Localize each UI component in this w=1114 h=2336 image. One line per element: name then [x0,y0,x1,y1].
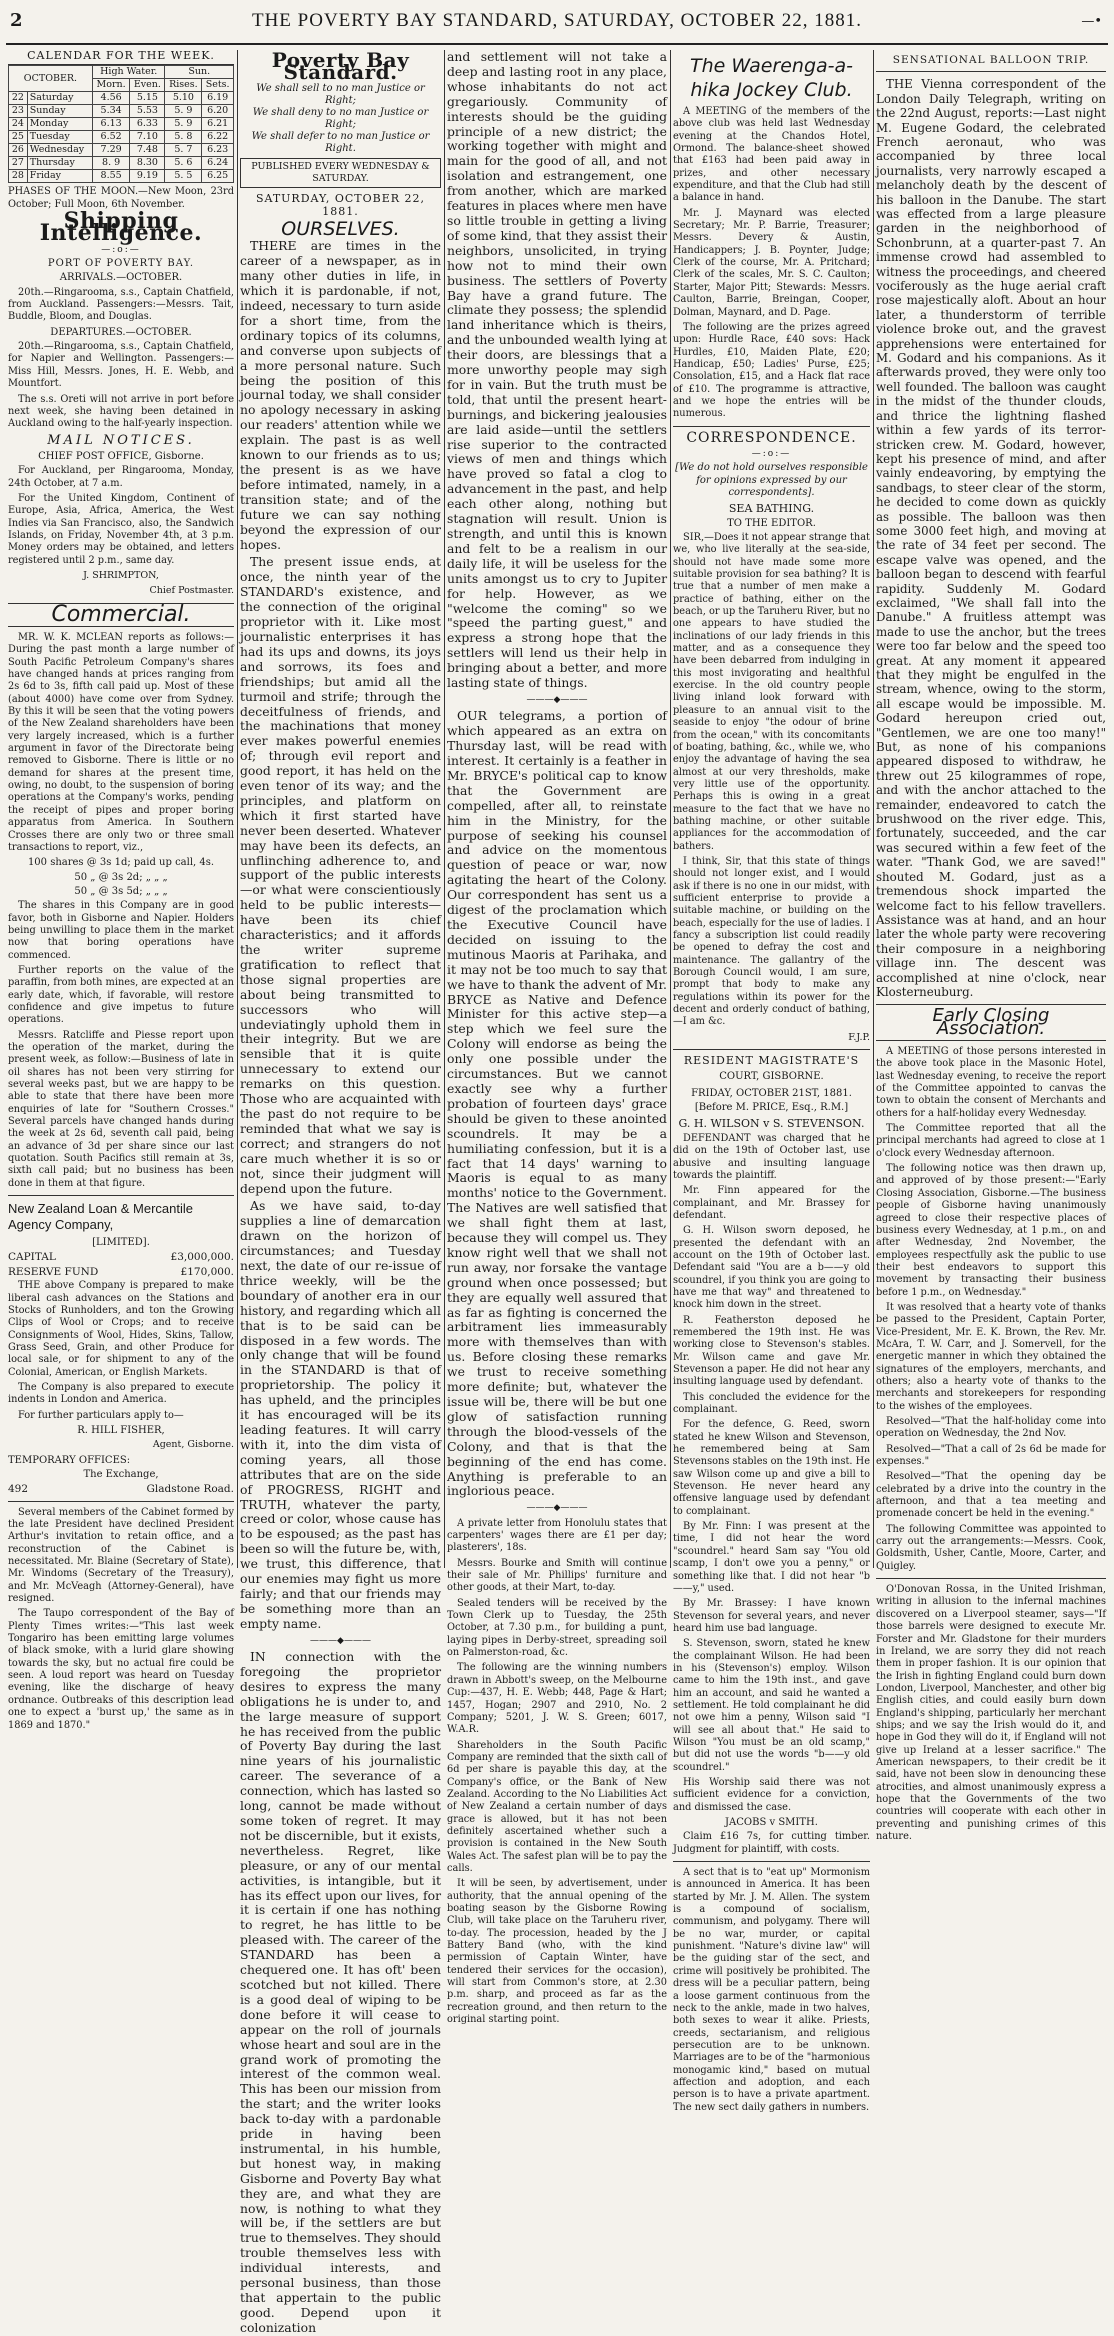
capital-label: CAPITAL [8,1251,56,1264]
cal-cell: 5.10 [165,92,202,105]
column-1 [8,49,234,1731]
shipping-note: The s.s. Oreti will not arrive in port before next week, she having been detained in Auckland owing to the half-yearly inspection. [8,393,234,430]
column-5 [876,50,1106,1842]
capital-value: £3,000,000. [170,1251,234,1264]
calendar-header-sun: Sun. [165,66,234,79]
letter-title: SEA BATHING. [728,502,815,516]
cabinet-text: Several members of the Cabinet formed by the late President have declined President Arthur's invitation to retain office, and a reconstruction of the Cabinet is necessitated. Mr. Blaine (Secretary of State), Mr. Windoms (Secretary of the Treasury), and Mr. McVeagh (Attorney-General), have resigned. [8,1506,234,1605]
cal-cell: 6.22 [202,131,234,144]
reserve-row [8,1266,234,1278]
editorial-text-2: The present issue ends, at once, the ninth year of the STANDARD's existence, and the connection of the original proprietor with it. Like most journalistic enterprises it has had its ups and downs, its joys and sorrows, its foes and friendships; but amid all the turmoil and strife; through the deceitfulness of friends, and the machinations that money ever makes powerful enemies of; through evil report and good report, it has held on the even tenor of its way; and the principles, and platform on which it first started have never been deserted. Whatever may have been its defects, an unflinching adherence to, and support of the public interests—or what were conscientiously held to be public interests—have been its chief characteristics; and it affords the writer supreme gratification to reflect that those signal properties are about being transmitted to successors who will undeviatingly uphold them in their integrity. But we are sensible that it is quite unnecessary to extend our remarks on this question. Those who are acquainted with the past do not require to be reminded that what we say is correct; and strangers do not care much whether it is so or not, since their judgment will depend upon the future. [240,554,441,1196]
calendar-row [9,157,234,170]
reserve-value: £170,000. [180,1265,234,1278]
commercial-text-1: MR. W. K. MCLEAN reports as follows:—During the past month a large number of South Pacific Petroleum Company's shares have changed hands at prices ranging from 2s 6d to 3s, fifth call paid up. Most of these (about 4000) have come over from Sydney. By this it will be seen that the voting powers of the New Zealand shareholders have been very largely increased, which is a further argument in favor of the Directorate being removed to Gisborne. There is little or no demand for shares at the present time, owing, no doubt, to the suspension of boring operations at the Company's works, pending the receipt of pipes and proper boring apparatus from America. In Southern Crosses there are only two or three small transactions to report, viz., [8,632,234,853]
address-row [8,1483,234,1495]
cal-cell: 27 [9,157,28,170]
court-text-1: DEFENDANT was charged that he did on the 19th of October last, use abusive and insulting language towards the plaintiff. [673,1132,870,1181]
column-divider [444,50,445,1568]
editorial-text-1: THERE are times in the career of a newspaper, as in many other duties in life, in which it is pardonable, if not, indeed, necessary to turn aside for a short time, from the ordinary topics of its columns, and converse upon subjects of a more personal nature. Such being the position of this journal today, we shall consider no apology necessary in asking our readers' attention while we explain. The past is as well known to our friends as to us; the present is as we have before intimated, namely, in a transition state; and of the future we can say nothing beyond the expression of our hopes. [240,238,441,552]
cal-cell: Friday [27,170,92,183]
editorial-text-4: IN connection with the foregoing the proprietor desires to express the many obligations he is under to, and the large measure of support he has received from the public of Poverty Bay during the last nine years of his journalistic career. The severance of a connection, which has lasted so long, cannot be made without some token of regret. It may not be discernible, but it exists, nevertheless. Regret, like pleasure, or any of our mental activities, is intangible, but it has its effect upon our lives, for it is certain if one has nothing to regret, he has little to be pleased with. The career of the STANDARD has been a chequered one. It has oft' been scotched but not killed. There is a good deal of wiping to be done before it will cease to appear on the roll of journals whose heart and soul are in the grand work of promoting the interest of the common weal. This has been our mission from the start; and the writer looks back to-day with a pardonable pride in having been instrumental, in his humble, but honest way, in making Gisborne and Poverty Bay what they are, and what they are now, is nothing to what they will be, if the settlers are but true to themselves. They should trouble themselves less with individual interests, and personal business, than those that appertain to the public good. Depend upon it colonization [240,1649,441,2335]
section-rule [876,1578,1106,1579]
divider: —:o:— [751,448,792,459]
cal-cell: 8.30 [130,157,165,170]
road-name: Gladstone Road. [146,1483,234,1496]
cal-cell: 4.56 [92,92,129,105]
office-exchange: The Exchange, [83,1468,159,1480]
court-text-8: By Mr. Brassey: I have known Stevenson for several years, and never heard him use bad language. [673,1598,870,1634]
cal-cell: 5. 6 [165,157,202,170]
cal-cell: 24 [9,118,28,131]
cal-cell: 6.13 [92,118,129,131]
telegrams-text: OUR telegrams, a portion of which appeared as an extra on Thursday last, will be read with interest. It certainly is a feather in Mr. BRYCE's political cap to know that the Government are compelled, after all, to reinstate him in the Ministry, for the purpose of seeking his counsel and advice on the momentous question of peace or war, now agitating the heart of the Colony. Our correspondent has sent us a digest of the proclamation which the Executive Council have decided on issuing to the mutinous Maoris at Parihaka, and it may not be too much to say that we have to thank the advent of Mr. BRYCE as Native and Defence Minister for this active step—a step which we feel sure the Colony will endorse as being the only one possible under the circumstances. But we cannot exactly see why a further probation of fourteen days' grace should be given to these anointed scoundrels. It may be a humiliating confession, but it is a fact that 14 days' warning to Maoris is equal to as many months' notice to the Government. The Natives are well satisfied that we shall fight them at last, because they will compel us. They know right well that we shall not run away, nor forsake the vantage ground when once possessed; but they are equally well assured that as far as fighting is concerned the arbitrament lies immeasurably more with themselves than with us. Before closing these remarks we trust to receive something more definite; but, whatever the issue will be, there will be but one glow of satisfaction running through the blood-vessels of the Colony, and that is that the beginning of the end has come. Anything is preferable to an inglorious peace. [447,708,667,1499]
commercial-text-3: Further reports on the value of the paraffin, from both mines, are expected at an early date, which, if favorable, will restore confidence and give impetus to future operations. [8,964,234,1026]
trade-line: 100 shares @ 3s 1d; paid up call, 4s. [27,857,215,869]
mail-text-1: For Auckland, per Ringarooma, Monday, 24th October, at 7 a.m. [8,465,234,489]
cal-cell: 23 [9,105,28,118]
nzloan-limited: [LIMITED]. [92,1237,150,1249]
calendar-header-sets: Sets. [202,79,234,92]
agent-title: Agent, Gisborne. [152,1439,234,1451]
ornament-divider: ———◆——— [526,694,588,705]
section-rule [673,1861,870,1862]
jockey-text-1: A MEETING of the members of the above club was held last Wednesday evening at the Chandos Hotel, Ormond. The balance-sheet showed that £163 had been paid away in prizes, and other necessary expenditure, and that the Club had still a balance in hand. [673,106,870,204]
calendar-row [9,170,234,183]
letter-signature: F.J.P. [848,1031,870,1043]
motto-line: We shall deny to no man Justice or Right; [252,106,429,130]
nzloan-heading: New Zealand Loan & Mercantile Agency Company, [8,1201,193,1233]
correspondence-heading: CORRESPONDENCE. [686,429,857,446]
ornament-divider: ———◆——— [310,1635,371,1646]
masthead [0,0,1114,42]
section-rule [876,71,1106,72]
box-number: 492 [8,1483,29,1496]
cal-cell: 5. 7 [165,144,202,157]
court-heading: RESIDENT MAGISTRATE'S [683,1054,860,1068]
ourselves-heading: OURSELVES. [281,218,400,241]
sweep-text: The following are the winning numbers drawn in Abbott's sweep, on the Melbourne Cup:—437, H. E. Webb; 448, Page & Hart; 1457, Hogan; 2907 and 2910, No. 2 Company; 5201, J. W. S. Green; 6017, W.A.R. [447,1662,667,1736]
column-divider [670,50,671,1568]
column-3 [447,49,667,2026]
case-title-1: G. H. WILSON v S. STEVENSON. [678,1117,865,1131]
jockey-text-3: The following are the prizes agreed upon: Hurdle Race, £40 sovs: Hack Hurdles, £10, Maiden Plate, £20; Handicap, £50; Ladies' Purse, £25; Consolation, £15, and a Hack flat race of £10. The programme is attractive, and we hope the entries will be numerous. [673,321,870,420]
cal-cell: Sunday [27,105,92,118]
post-office: CHIEF POST OFFICE, Gisborne. [38,450,204,462]
court-text-3: G. H. Wilson sworn deposed, he presented the defendant with an account on the 19th of October last. Defendant said "You are a b——y old scoundrel, if you think you are going to have me that way" and threatened to knock him down in the street. [673,1225,870,1311]
closing-text-7: Resolved—"That the opening day be celebrated by a drive into the country in the afternoon, and that a tea meeting and promenade concert be held in the evening." [876,1471,1106,1520]
calendar-row [9,92,234,105]
trade-line: 50 „ @ 3s 5d; „ „ „ [74,885,168,897]
corner-mark: —• [1081,14,1102,29]
cal-cell: 5.53 [130,105,165,118]
shareholders-text: Shareholders in the South Pacific Company are reminded that the sixth call of 6d per share is payable this day, at the Company's office, or the Bank of New Zealand. According to the No Liabilities Act of New Zealand a certain number of days grace is allowed, but it has not been definitely ascertained whether such a provision is contained in the New South Wales Act. The safest plan will be to pay the calls. [447,1739,667,1874]
cal-cell: 7.29 [92,144,129,157]
divider: —:o:— [101,244,141,255]
closing-text-8: The following Committee was appointed to carry out the arrangements:—Messrs. Cook, Goldsmith, Usher, Cantle, Moore, Carter, and Quigley. [876,1523,1106,1572]
reserve-label: RESERVE FUND [8,1265,99,1278]
cal-cell: 6.24 [202,157,234,170]
calendar-table [8,65,234,183]
cal-cell: 26 [9,144,28,157]
calendar-header-october: OCTOBER. [9,66,93,92]
column-divider [237,50,238,1568]
cal-cell: 6.52 [92,131,129,144]
jockey-text-2: Mr. J. Maynard was elected Secretary; Mr. P. Barrie, Treasurer; Messrs. Devery & Austin, Handicappers; J. B. Poynter, Judge; Clerk of the course, Mr. A. Pritchard; Clerk of the scales, Mr. S. C. Caulton; Starter, Major Pitt; Stewards: Messrs. Caulton, Barrie, Breingan, Cooper, Dolman, Maynard, and D. Page. [673,207,870,318]
sale-text: Messrs. Bourke and Smith will continue their sale of Mr. Phillips' furniture and other goods, at their Mart, to-day. [447,1557,667,1594]
editorial-text-3: As we have said, to-day supplies a line of demarcation drawn on the horizon of circumstances; and Tuesday next, the date of our re-issue of thrice weekly, will be the boundary of another era in our history, and regarding which all that is to be said can be disposed in a few words. The only change that will be found in the STANDARD is that of proprietorship. The policy it has upheld, and the principles it has encouraged will be its leading features. It will carry with it, into the dim vista of coming years, all those attributes that are on the side of PROGRESS, RIGHT and TRUTH, whatever the party, creed or color, whose cause has to be espoused; as the past has been so will the future be, with, we trust, this difference, that our enemies may fight us more fairly; and that our friends may be something more than an empty name. [240,1198,441,1631]
court-text-9: S. Stevenson, sworn, stated he knew the complainant Wilson. He had been in his (Stevenson's) employ. Wilson came to him the 19th inst., and gave him an account, and said he wanted a settlement. He told complainant he did not owe him a penny, Wilson said "I will see all about that." He said to Wilson "You must be an old scamp," but did not use the words "b——y old scoundrel." [673,1638,870,1773]
court-text-7: By Mr. Finn: I was present at the time, I did not hear the word "scoundrel." heard Sam say "You old scamp, I don't owe you a penny," or something like that. I did not hear "b——y," used. [673,1521,870,1594]
calendar-header-high-water: High Water. [92,66,165,79]
column-2 [240,48,441,2335]
court-text-11: Claim £16 7s, for cutting timber. Judgment for plaintiff, with costs. [673,1831,870,1855]
publication-days: PUBLISHED EVERY WEDNESDAY & SATURDAY. [240,158,441,189]
temporary-offices: TEMPORARY OFFICES: [8,1454,131,1466]
arrivals-heading: ARRIVALS.—OCTOBER. [59,272,183,284]
cal-cell: 9.19 [130,170,165,183]
court-magistrate: [Before M. PRICE, Esq., R.M.] [694,1102,849,1114]
cal-cell: 22 [9,92,28,105]
section-rule [673,426,870,427]
newspaper-title: THE POVERTY BAY STANDARD, SATURDAY, OCTOBER 22, 1881. [251,10,863,31]
moon-phases: PHASES OF THE MOON.—New Moon, 23rd October; Full Moon, 6th November. [8,186,234,210]
balloon-text: THE Vienna correspondent of the London Daily Telegraph, writing on the 22nd August, reports:—Last night M. Eugene Godard, the celebrated French aeronaut, who was accompanied by three local journalists, very narrowly escaped a melancholy death by the descent of his balloon in the Danube. The start was effected from a large pleasure garden in the neighborhood of Schonbrunn, at a quarter-past 7. An immense crowd had assembled to witness the proceedings, and cheered vociferously as the huge aerial craft rose majestically aloft. About an hour later, a thunderstorm of terrible violence broke out, and the gravest apprehensions were entertained for M. Godard and his companions. As it afterwards proved, they were only too well founded. The balloon was caught in the midst of the thunder clouds, and thrice the lightning flashed within a few yards of its terror-stricken crew. M. Godard, however, kept his presence of mind, and after vainly endeavoring, by emptying the sandbags, to steer clear of the storm, he decided to come down as quickly as possible. The balloon was then some 3000 feet high, and moving at the rate of 34 feet per second. The escape valve was opened, and the balloon began to descend with fearful rapidity. Suddenly M. Godard exclaimed, "We shall fall into the Danube." A fruitless attempt was made to use the anchor, but the trees were too far below and the speed too great. At any moment it appeared that they might be engulfed in the stream, whence, owing to the storm, all escape would be impossible. M. Godard hereupon cried out, "Gentlemen, we are one too many!" But, as none of his companions appeared disposed to withdraw, he threw out 25 kilogrammes of rope, and with the anchor attached to the remainder, endeavored to catch the brushwood on the river edge. This, fortunately, succeeded, and the car was secured within a few feet of the water. "Thank God, we are saved!" shouted M. Godard, just as a tremendous shock imparted the welcome fact to his fellow travellers. Assistance was at hand, and an hour later the whole party were recovering their composure in a neighboring village inn. The descent was accomplished at nine o'clock, near Klosterneuburg. [876,77,1106,999]
closing-text-6: Resolved—"That a call of 2s 6d be made for expenses." [876,1443,1106,1468]
boating-text: It will be seen, by advertisement, under authority, that the annual opening of the boating season by the Gisborne Rowing Club, will take place on the Taruheru river, to-day. The procession, headed by the J Battery Band (who, with the kind permission of Captain Winter, have tendered their services for the occasion), will start from Common's store, at 2.30 p.m. sharp, and proceed as far as the recreation ground, and then return to the original starting point. [447,1878,667,2026]
issue-date: SATURDAY, OCTOBER 22, 1881. [255,192,426,218]
closing-text-5: Resolved—"That the half-holiday come into operation on Wednesday, the 2nd Nov. [876,1416,1106,1440]
postmaster-name: J. SHRIMPTON, [83,569,159,581]
court-text-5: This concluded the evidence for the complainant. [673,1391,870,1416]
court-date: FRIDAY, OCTOBER 21ST, 1881. [691,1087,852,1099]
standard-title: Poverty Bay Standard. [271,48,410,85]
court-text-4: R. Featherston deposed he remembered the 19th inst. He was working close to Stevenson's stables. Mr. Wilson came and gave Mr. Stevenson a paper. He did not hear any insulting language used by defendant. [673,1314,870,1388]
mormonism-text: A sect that is to "eat up" Mormonism is announced in America. It has been started by Mr. J. M. Allen. The system is a compound of socialism, communism, and polygamy. There will be no war, murder, or capital punishment. "Nature's divine law" will be the guiding star of the sect, and crime will positively be prohibited. The dress will be a peculiar pattern, being a loose garment continuous from the neck to the ankle, made in two halves, both sexes to wear it alike. Priests, creeds, sectarianism, and religious persecution are to be unknown. Marriages are to be of the "harmonious monogamic kind," based on mutual affection and adoption, and each person is to have a private apartment. The new sect daily gathers in numbers. [673,1867,870,2113]
letter-text-2: I think, Sir, that this state of things should not longer exist, and I would ask if there is no one in our midst, with sufficient enterprise to provide a suitable machine, or building on the beach, especially for the use of ladies. I fancy a subscription list could readily be opened to defray the cost and maintenance. The gallantry of the Borough Council would, I am sure, prompt that body to make any regulations within its power for the decent and orderly conduct of bathing,—I am &c. [673,855,870,1028]
cal-cell: 6.19 [202,92,234,105]
cal-cell: 5. 9 [165,105,202,118]
trade-line: 50 „ @ 3s 2d; „ „ „ [74,871,168,883]
motto-line: We shall defer to no man Justice or Right. [251,130,430,154]
case-title-2: JACOBS v SMITH. [725,1817,818,1829]
capital-row [8,1251,234,1263]
calendar-header-even: Even. [130,79,165,92]
cal-cell: 7.48 [130,144,165,157]
honolulu-text: A private letter from Honolulu states that carpenters' wages there are £1 per day; plasterers', 18s. [447,1517,667,1554]
agent-name: R. HILL FISHER, [77,1424,165,1436]
calendar-title: CALENDAR FOR THE WEEK. [8,50,234,65]
rossa-text: O'Donovan Rossa, in the United Irishman, writing in allusion to the infernal machines discovered on a Liverpool steamer, says—"If those barrels were designed to execute Mr. Forster and Mr. Gladstone for their murders in Ireland, we are sorry they did not reach them in proper fashion. It is our opinion that the Irish in fighting England could burn down London, Liverpool, Manchester, and other big English cities, and could easily burn down England's shipping, particularly her merchant ships; and we say the Irish would do it, and hope in God they will do it, if England will not give up Ireland at a lesser sacrifice." The American newspapers, to their credit be it said, have not been slow in denouncing these atrocities, and almost unanimously express a hope that the Governments of the two countries will cooperate with each other in preventing and punishing crimes of this nature. [876,1584,1106,1842]
commercial-heading: Commercial. [51,601,191,627]
nzloan-text-1: THE above Company is prepared to make liberal cash advances on the Stations and Stocks of Runholders, and ton the Growing Clips of Wool or Crops; and to receive Consignments of Wool, Hides, Skins, Tallow, Grass Seed, Grain, and other Produce for local sale, or for shipment to any of the Colonial, American, or English Markets. [8,1280,234,1378]
nzloan-text-3: For further particulars apply to— [18,1409,184,1421]
departures-heading: DEPARTURES.—OCTOBER. [50,326,192,338]
closing-text-2: The Committee reported that all the principal merchants had agreed to close at 1 o'clock every Wednesday afternoon. [876,1123,1106,1159]
calendar-row [9,118,234,131]
jockey-club-heading: The Waerenga-a-hika Jockey Club. [689,55,854,101]
calendar-header-rises: Rises. [165,79,202,92]
column-4 [673,50,870,2113]
balloon-heading: SENSATIONAL BALLOON TRIP. [892,54,1090,66]
calendar-header-morn: Morn. [92,79,129,92]
mail-heading: MAIL NOTICES. [47,432,195,448]
cal-cell: 28 [9,170,28,183]
court-text-6: For the defence, G. Reed, sworn stated he knew Wilson and Stevenson, he remembered being at Sam Stevensons stables on the 19th inst. He saw Wilson come up and give a bill to Stevenson. He never heard any offensive language used by defendant to complainant. [673,1419,870,1517]
ornament-divider: ———◆——— [526,1503,588,1514]
cal-cell: 5.15 [130,92,165,105]
cal-cell: 6.20 [202,105,234,118]
departures-text: 20th.—Ringarooma, s.s., Captain Chatfield, for Napier and Wellington. Passengers:—Miss Hill, Messrs. Jones, H. E. Webb, and Mountfort. [8,341,234,390]
cal-cell: 8. 9 [92,157,129,170]
section-rule [876,1040,1106,1041]
court-subheading: COURT, GISBORNE. [719,1071,824,1083]
taupo-text: The Taupo correspondent of the Bay of Plenty Times writes:—"This last week Tongariro has been emitting large volumes of black smoke, with a lurid glare showing towards the sky, but no actual fire could be seen. A loud report was heard on Tuesday evening, like the discharge of heavy ordnance. Outbreaks of this description lead one to expect a 'burst up,' the same as in 1869 and 1870." [8,1608,234,1731]
cal-cell: 5. 9 [165,118,202,131]
closing-text-1: A MEETING of those persons interested in the above took place in the Masonic Hotel, last Wednesday evening, to receive the report of the Committee appointed to canvas the town to obtain the consent of Merchants and others for a half-holiday every Wednesday. [876,1046,1106,1119]
correspondence-disclaimer: [We do not hold ourselves responsible for opinions expressed by our correspondents]. [675,462,868,498]
cal-cell: 5.34 [92,105,129,118]
commercial-text-4: Messrs. Ratcliffe and Piesse report upon the operation of the market, during the present week, as follow:—Business of late in oil shares has not been very stirring for several weeks past, but we are happy to be able to state that there have been more enquiries of late for "Southern Crosses." Several parcels have changed hands during the week at 2s 6d, seventh call paid, being an advance of 3d per share since our last quotation. South Pacifics still remain at 3s, sixth call paid; but no business has been done in them at that figure. [8,1029,234,1189]
letter-text-1: SIR,—Does it not appear strange that we, who live literally at the sea-side, should not have made some more suitable provision for sea bathing? It is true that a number of men make a practice of bathing, either on the beach, or up the Taruheru River, but no one appears to have studied the inclinations of our lady friends in this matter, and as a consequence they have been debarred from indulging in this most invigorating and healthful exercise. In the old country people living inland look forward with pleasure to an annual visit to the seaside to enjoy "the odour of brine from the ocean," with its concomitants of boating, bathing, &c., while we, who enjoy the advantage of having the sea almost at our very thresholds, make very little use of the opportunity. Perhaps this is owing in a great measure to the fact that we have no bathing machine, or other suitable appliances for the accommodation of bathers. [673,532,870,852]
mottos [240,83,441,155]
postmaster-title: Chief Postmaster. [149,585,234,597]
nzloan-text-2: The Company is also prepared to execute indents in London and America. [8,1381,234,1406]
section-rule [673,1049,870,1050]
shipping-heading: Shipping Intelligence. [39,208,203,247]
cal-cell: 5. 8 [165,131,202,144]
tenders-text: Sealed tenders will be received by the Town Clerk up to Tuesday, the 25th October, at 7.30 p.m., for building a punt, laying pipes in Derby-street, spreading soil on Palmerston-road, &c. [447,1597,667,1659]
cal-cell: 6.33 [130,118,165,131]
calendar-row [9,105,234,118]
cal-cell: Monday [27,118,92,131]
arrivals-text: 20th.—Ringarooma, s.s., Captain Chatfield, from Auckland. Passengers:—Messrs. Tait, Buddle, Bloom, and Douglas. [8,286,234,323]
cal-cell: 5. 5 [165,170,202,183]
cal-cell: 25 [9,131,28,144]
motto-line: We shall sell to no man Justice or Right; [256,82,425,106]
cal-cell: 6.25 [202,170,234,183]
cal-cell: Saturday [27,92,92,105]
cal-cell: 8.55 [92,170,129,183]
mail-text-2: For the United Kingdom, Continent of Europe, Asia, Africa, America, the West Indies via San Francisco, also, the Sandwich Islands, on Friday, November 4th, at 3 p.m. Money orders may be obtained, and letters registered until 2 p.m., same day. [8,492,234,566]
letter-addressee: TO THE EDITOR. [727,517,816,529]
cal-cell: 7.10 [130,131,165,144]
column-divider [873,50,874,1568]
editorial-continued: and settlement will not take a deep and lasting root in any place, whose inhabitants do not act gregariously. Community of interests should be the guiding principle of a new district; the working together with might and main for the good of all, and not isolation and estrangement, one from another, which are marked features in places where men have so little trouble in getting a living of some kind, that they assist their neighbors, unsolicited, in trying how not to mind their own business. The settlers of Poverty Bay have a grand future. The climate they possess; the splendid land inheritance which is theirs, and the unbounded wealth lying at their doors, are blessings that a more unworthy people may sigh for in vain. But the truth must be told, that until the present heart-burnings, and bickering jealousies are laid aside—until the settlers rise superior to the contracted views of men and things which have proved so fatal a clog to advancement in the past, and help each other along, nothing but stagnation will result. Union is strength, and until this is known and felt to be a realism in our daily life, it will be useless for the units amongst us to cry to Jupiter for help. However, as we "welcome the coming" so we "speed the parting guest," and express a strong hope that the settlers will lend us their help in bringing about a better, and more lasting state of things. [447,49,667,691]
court-text-10: His Worship said there was not sufficient evidence for a conviction, and dismissed the case. [673,1777,870,1813]
cal-cell: Wednesday [27,144,92,157]
calendar-row [9,131,234,144]
early-closing-heading: Early Closing Association. [932,1005,1050,1039]
court-text-2: Mr. Finn appeared for the complainant, and Mr. Brassey for defendant. [673,1185,870,1221]
closing-text-3: The following notice was then drawn up, and approved of by those present:—"Early Closing Association, Gisborne.—The business people of Gisborne having unanimously agreed to close their respective places of business every Wednesday, at 1 p.m., on and after Wednesday, 2nd November, the employees respectfully ask the public to use their best endeavors to support this movement by transacting their business before 1 p.m., on Wednesday." [876,1163,1106,1298]
section-rule [8,1195,234,1196]
cal-cell: 6.23 [202,144,234,157]
cal-cell: Thursday [27,157,92,170]
port-title: PORT OF POVERTY BAY. [47,258,195,270]
cal-cell: 6.21 [202,118,234,131]
section-rule [8,1501,234,1502]
closing-text-4: It was resolved that a hearty vote of thanks be passed to the President, Captain Porter, Vice-President, Mr. E. K. Brown, the Rev. Mr. McAra, T. W. Carr, and J. Somervell, for the energetic manner in which they obtained the signatures of the employers, merchants, and others; also a hearty vote of thanks to the merchants and storekeepers for responding to the wishes of the employees. [876,1301,1106,1412]
cal-cell: Tuesday [27,131,92,144]
page-number: 2 [10,10,23,31]
commercial-text-2: The shares in this Company are in good favor, both in Gisborne and Napier. Holders being unwilling to place them in the market now that boring operations have commenced. [8,900,234,961]
calendar-row [9,144,234,157]
top-rule [6,43,1108,45]
